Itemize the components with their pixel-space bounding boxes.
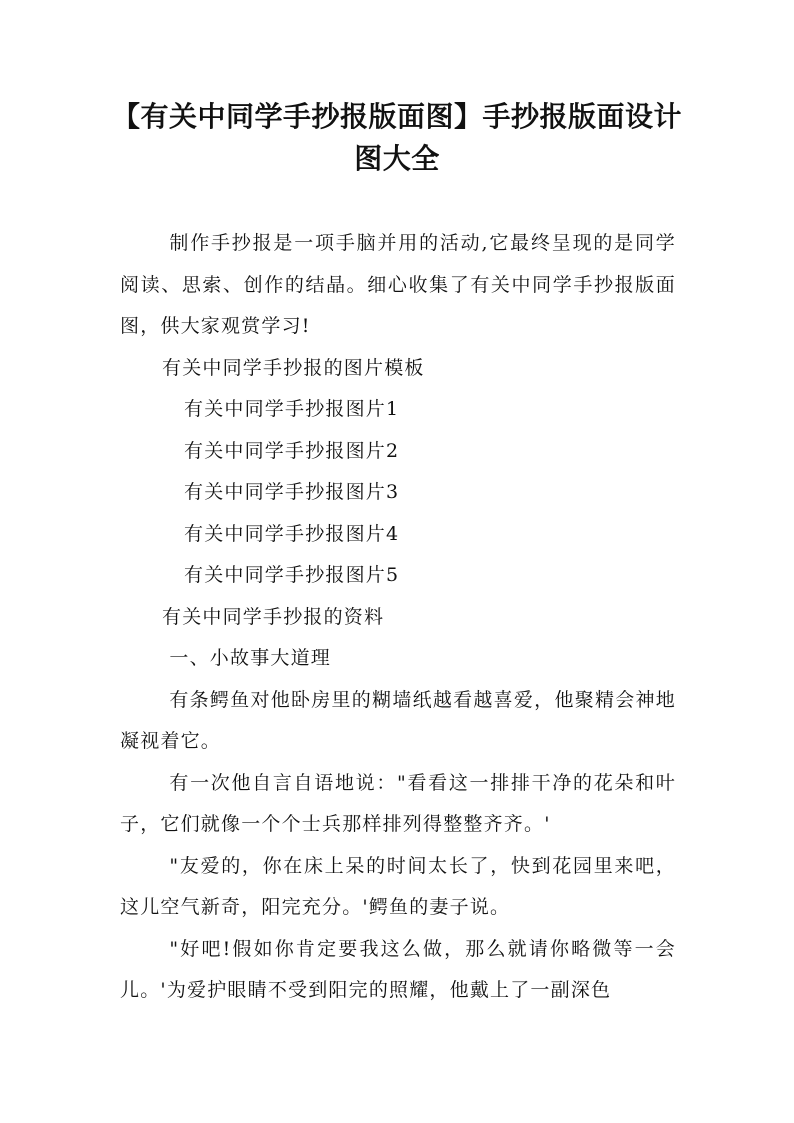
page-title: 【有关中同学手抄报版面图】手抄报版面设计图大全 [111, 100, 682, 175]
story-paragraph: 有一次他自言自语地说："看看这一排排干净的花朵和叶子，它们就像一个个士兵那样排列得整整齐齐。' [120, 771, 676, 835]
story-paragraph: "好吧!假如你肯定要我这么做，那么就请你略微等一会儿。'为爱护眼睛不受到阳完的照耀，他戴上了一副深色 [120, 937, 676, 1001]
image-caption-1: 有关中同学手抄报图片1 [184, 398, 400, 420]
story-paragraph: "友爱的，你在床上呆的时间太长了，快到花园里来吧，这儿空气新奇，阳完充分。'鳄鱼的妻子说。 [120, 854, 676, 918]
section-heading-materials: 有关中同学手抄报的资料 [162, 605, 385, 628]
section-heading-templates: 有关中同学手抄报的图片模板 [162, 356, 425, 379]
story-paragraph: 有条鳄鱼对他卧房里的糊墙纸越看越喜爱，他聚精会神地凝视着它。 [120, 688, 676, 752]
image-caption-3: 有关中同学手抄报图片3 [184, 481, 400, 503]
image-caption-5: 有关中同学手抄报图片5 [184, 564, 400, 586]
image-caption-2: 有关中同学手抄报图片2 [184, 439, 400, 462]
intro-paragraph: 制作手抄报是一项手脑并用的活动,它最终呈现的是同学阅读、思索、创作的结晶。细心收集了有关中同学手抄报版面图，供大家观赏学习! [120, 232, 676, 337]
subheading-story: 一、小故事大道理 [169, 647, 331, 669]
image-caption-4: 有关中同学手抄报图片4 [184, 522, 400, 545]
document-body [120, 223, 676, 1012]
